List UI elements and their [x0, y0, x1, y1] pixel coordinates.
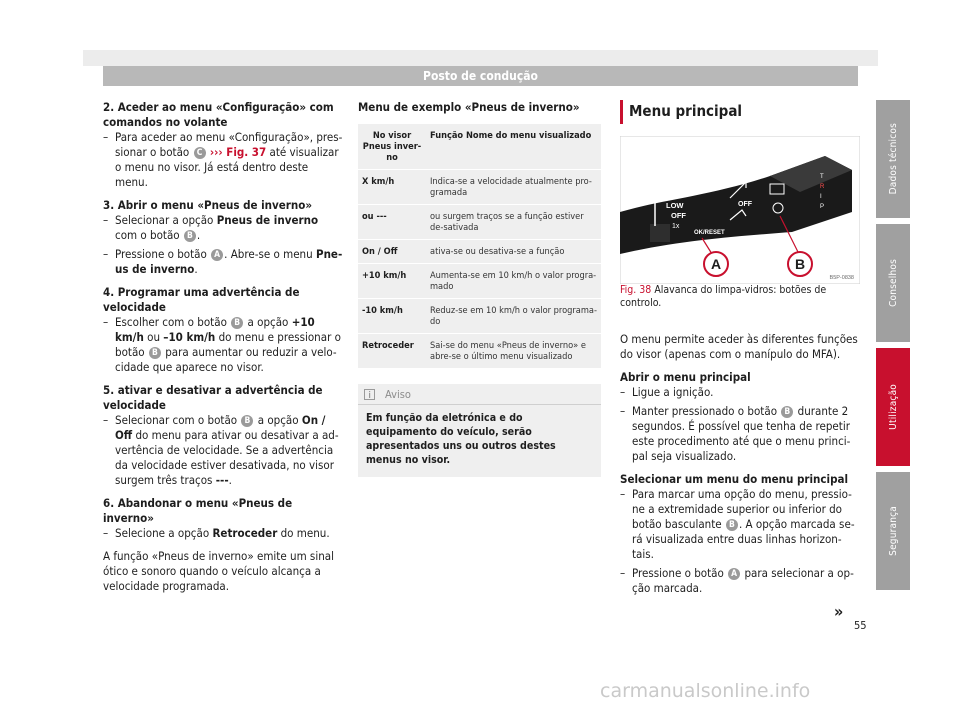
- open-menu-step-2: – Manter pressionado o botão B durante 2 segundos. É possível que tenha de repetir este procedimento até que o menu princi-pal seja visualizado.: [620, 404, 860, 464]
- step-4-text: – Escolher com o botão B a opção +10 km/h ou –10 km/h do menu e pressionar o botão B para aumentar ou reduzir a velo-cidade que aparece no visor.: [103, 315, 343, 375]
- fig-label-i: I: [820, 194, 822, 200]
- fig-callout-b: B: [794, 256, 806, 272]
- figure-caption: Fig. 38 Alavanca do limpa-vidros: botões de controlo.: [620, 284, 827, 309]
- menu-example-title: Menu de exemplo «Pneus de inverno»: [358, 100, 580, 114]
- column-right: [620, 100, 860, 596]
- step-3-heading: 3. Abrir o menu «Pneus de inverno»: [103, 198, 313, 212]
- button-a-badge: A: [211, 249, 223, 261]
- button-b-badge: B: [241, 415, 253, 427]
- select-menu-heading: Selecionar um menu do menu principal: [620, 472, 849, 486]
- table-row: [358, 169, 601, 204]
- info-icon: [364, 389, 375, 400]
- fig-callout-a: A: [710, 256, 722, 272]
- section-title: Menu principal: [620, 100, 860, 124]
- step-6-heading: 6. Abandonar o menu «Pneus de inverno»: [103, 496, 293, 525]
- column-middle: [358, 100, 601, 477]
- table-cell: Retroceder: [362, 340, 414, 351]
- step-3-text-2: – Pressione o botão A . Abre-se o menu Pne-us de inverno.: [103, 247, 343, 277]
- menu-table: [358, 123, 601, 368]
- fig-37-link[interactable]: ››› Fig. 37: [209, 145, 267, 159]
- aviso-title: Aviso: [385, 387, 411, 401]
- final-paragraph: A função «Pneus de inverno» emite um sinal ótico e sonoro quando o veículo alcança a velocidade programada.: [103, 549, 334, 593]
- step-2-heading: 2. Aceder ao menu «Configuração» com comandos no volante: [103, 100, 334, 129]
- table-row: [358, 204, 601, 239]
- figure-38: [620, 136, 860, 284]
- table-cell: Sai-se do menu «Pneus de inverno» e abre-se o último menu visualizado: [430, 340, 586, 362]
- watermark: carmanualsonline.info: [600, 680, 811, 702]
- button-a-badge: A: [728, 568, 740, 580]
- table-cell: ou ---: [362, 211, 387, 222]
- table-cell: -10 km/h: [362, 305, 403, 316]
- column-left: [103, 100, 343, 594]
- tab-utilizacao[interactable]: Utilização: [876, 348, 910, 466]
- aviso-text: Em função da eletrónica e do equipamento do veículo, serão apresentados uns ou outros destes menus no visor.: [366, 412, 556, 466]
- table-row: [358, 263, 601, 298]
- tab-dados-tecnicos[interactable]: Dados técnicos: [876, 100, 910, 218]
- continue-marker: »: [834, 602, 844, 621]
- table-header-cell: No visor Pneus inver-no: [362, 130, 422, 163]
- step-6-text: – Selecione a opção Retroceder do menu.: [103, 526, 343, 541]
- fig-label-off: OFF: [671, 211, 686, 220]
- fig-code: B5P-0838: [829, 275, 854, 281]
- table-cell: Aumenta-se em 10 km/h o valor progra-mado: [430, 270, 597, 292]
- table-cell: ou surgem traços se a função estiver de-sativada: [430, 211, 584, 233]
- button-b-badge: B: [781, 406, 793, 418]
- open-menu-heading: Abrir o menu principal: [620, 370, 751, 384]
- select-menu-step-1: – Para marcar uma opção do menu, pressio-ne a extremidade superior ou inferior do botão basculante B . A opção marcada se-rá visualizada entre duas linhas horizon-tais.: [620, 487, 860, 562]
- step-5-text: – Selecionar com o botão B a opção On / Off do menu para ativar ou desativar a ad-vertência de velocidade. Se a advertência da velocidade estiver desativada, no visor surgem três traços ---.: [103, 413, 343, 488]
- wiper-lever-illustration: [620, 136, 860, 284]
- step-3-text-1: – Selecionar a opção Pneus de inverno com o botão B .: [103, 213, 343, 243]
- table-cell: +10 km/h: [362, 270, 407, 281]
- fig-label-off2: OFF: [738, 201, 752, 208]
- aviso-box: [358, 384, 601, 477]
- select-menu-step-2: – Pressione o botão A para selecionar a op-ção marcada.: [620, 566, 860, 596]
- button-c-badge: C: [194, 147, 206, 159]
- figure-number: Fig. 38: [620, 284, 652, 296]
- table-row: [358, 298, 601, 333]
- fig-label-1x: 1x: [672, 223, 680, 230]
- intro-paragraph: O menu permite aceder às diferentes funções do visor (apenas com o manípulo do MFA).: [620, 332, 858, 361]
- fig-label-t: T: [820, 174, 824, 180]
- table-header-cell: Função Nome do menu visualizado: [430, 130, 592, 141]
- table-cell: X km/h: [362, 176, 395, 187]
- table-cell: Indica-se a velocidade atualmente pro-gramada: [430, 176, 592, 198]
- table-cell: On / Off: [362, 246, 398, 257]
- table-cell: ativa-se ou desativa-se a função: [430, 246, 565, 257]
- step-5-heading: 5. ativar e desativar a advertência de velocidade: [103, 383, 323, 412]
- table-row: [358, 239, 601, 263]
- tab-seguranca[interactable]: Segurança: [876, 472, 910, 590]
- button-b-badge: B: [184, 230, 196, 242]
- header-title: Posto de condução: [423, 69, 538, 83]
- step-4-heading: 4. Programar uma advertência de velocidade: [103, 285, 300, 314]
- table-header-row: [358, 123, 601, 169]
- fig-label-okreset: OK/RESET: [694, 230, 725, 236]
- tab-conselhos[interactable]: Conselhos: [876, 224, 910, 342]
- button-b-badge: B: [231, 317, 243, 329]
- fig-label-high: HIGH: [664, 191, 683, 200]
- fig-label-r: R: [820, 184, 825, 190]
- button-b-badge: B: [726, 519, 738, 531]
- fig-label-low: LOW: [666, 201, 684, 210]
- open-menu-step-1: – Ligue a ignição.: [620, 385, 860, 400]
- step-2-text: – Para aceder ao menu «Configuração», pres-sionar o botão C ››› Fig. 37 até visualizar o menu no visor. Já está dentro deste menu.: [103, 130, 343, 190]
- button-b-badge: B: [149, 347, 161, 359]
- page-number: 55: [854, 619, 867, 632]
- aviso-header: [358, 384, 601, 405]
- table-row: [358, 333, 601, 368]
- fig-label-p: P: [820, 204, 825, 210]
- table-cell: Reduz-se em 10 km/h o valor programa-do: [430, 305, 597, 327]
